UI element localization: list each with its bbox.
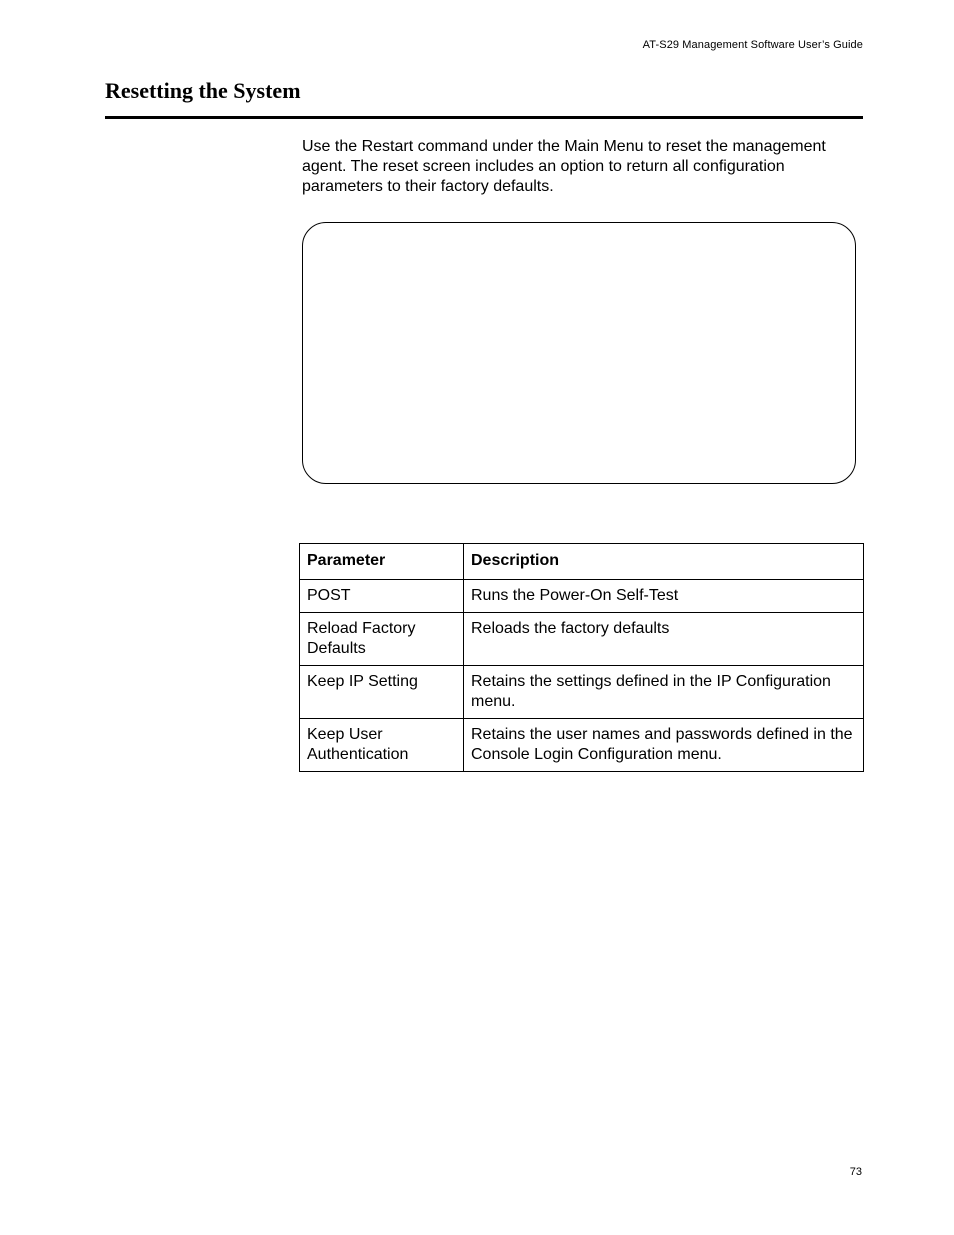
parameter-cell: Keep IP Setting [300,666,464,719]
running-header: AT-S29 Management Software User’s Guide [642,39,863,51]
table-row [300,613,864,666]
parameter-cell: POST [300,580,464,613]
table-header-row [300,544,864,580]
parameter-cell: Keep User Authentication [300,719,464,772]
description-cell: Reloads the factory defaults [464,613,864,666]
table-row [300,719,864,772]
description-cell: Retains the user names and passwords defined in the Console Login Configuration menu. [464,719,864,772]
parameter-table [299,543,864,772]
description-cell: Runs the Power-On Self-Test [464,580,864,613]
intro-paragraph: Use the Restart command under the Main Menu to reset the management agent. The reset screen includes an option to return all configuration parameters to their factory defaults. [302,138,826,195]
description-cell: Retains the settings defined in the IP Configuration menu. [464,666,864,719]
table-row [300,666,864,719]
page-number: 73 [849,1166,862,1178]
restart-screen-figure [302,222,856,484]
header-description: Description [464,544,864,580]
table-row [300,580,864,613]
title-rule [105,116,863,119]
parameter-cell: Reload Factory Defaults [300,613,464,666]
section-title: Resetting the System [105,78,301,103]
header-parameter: Parameter [300,544,464,580]
